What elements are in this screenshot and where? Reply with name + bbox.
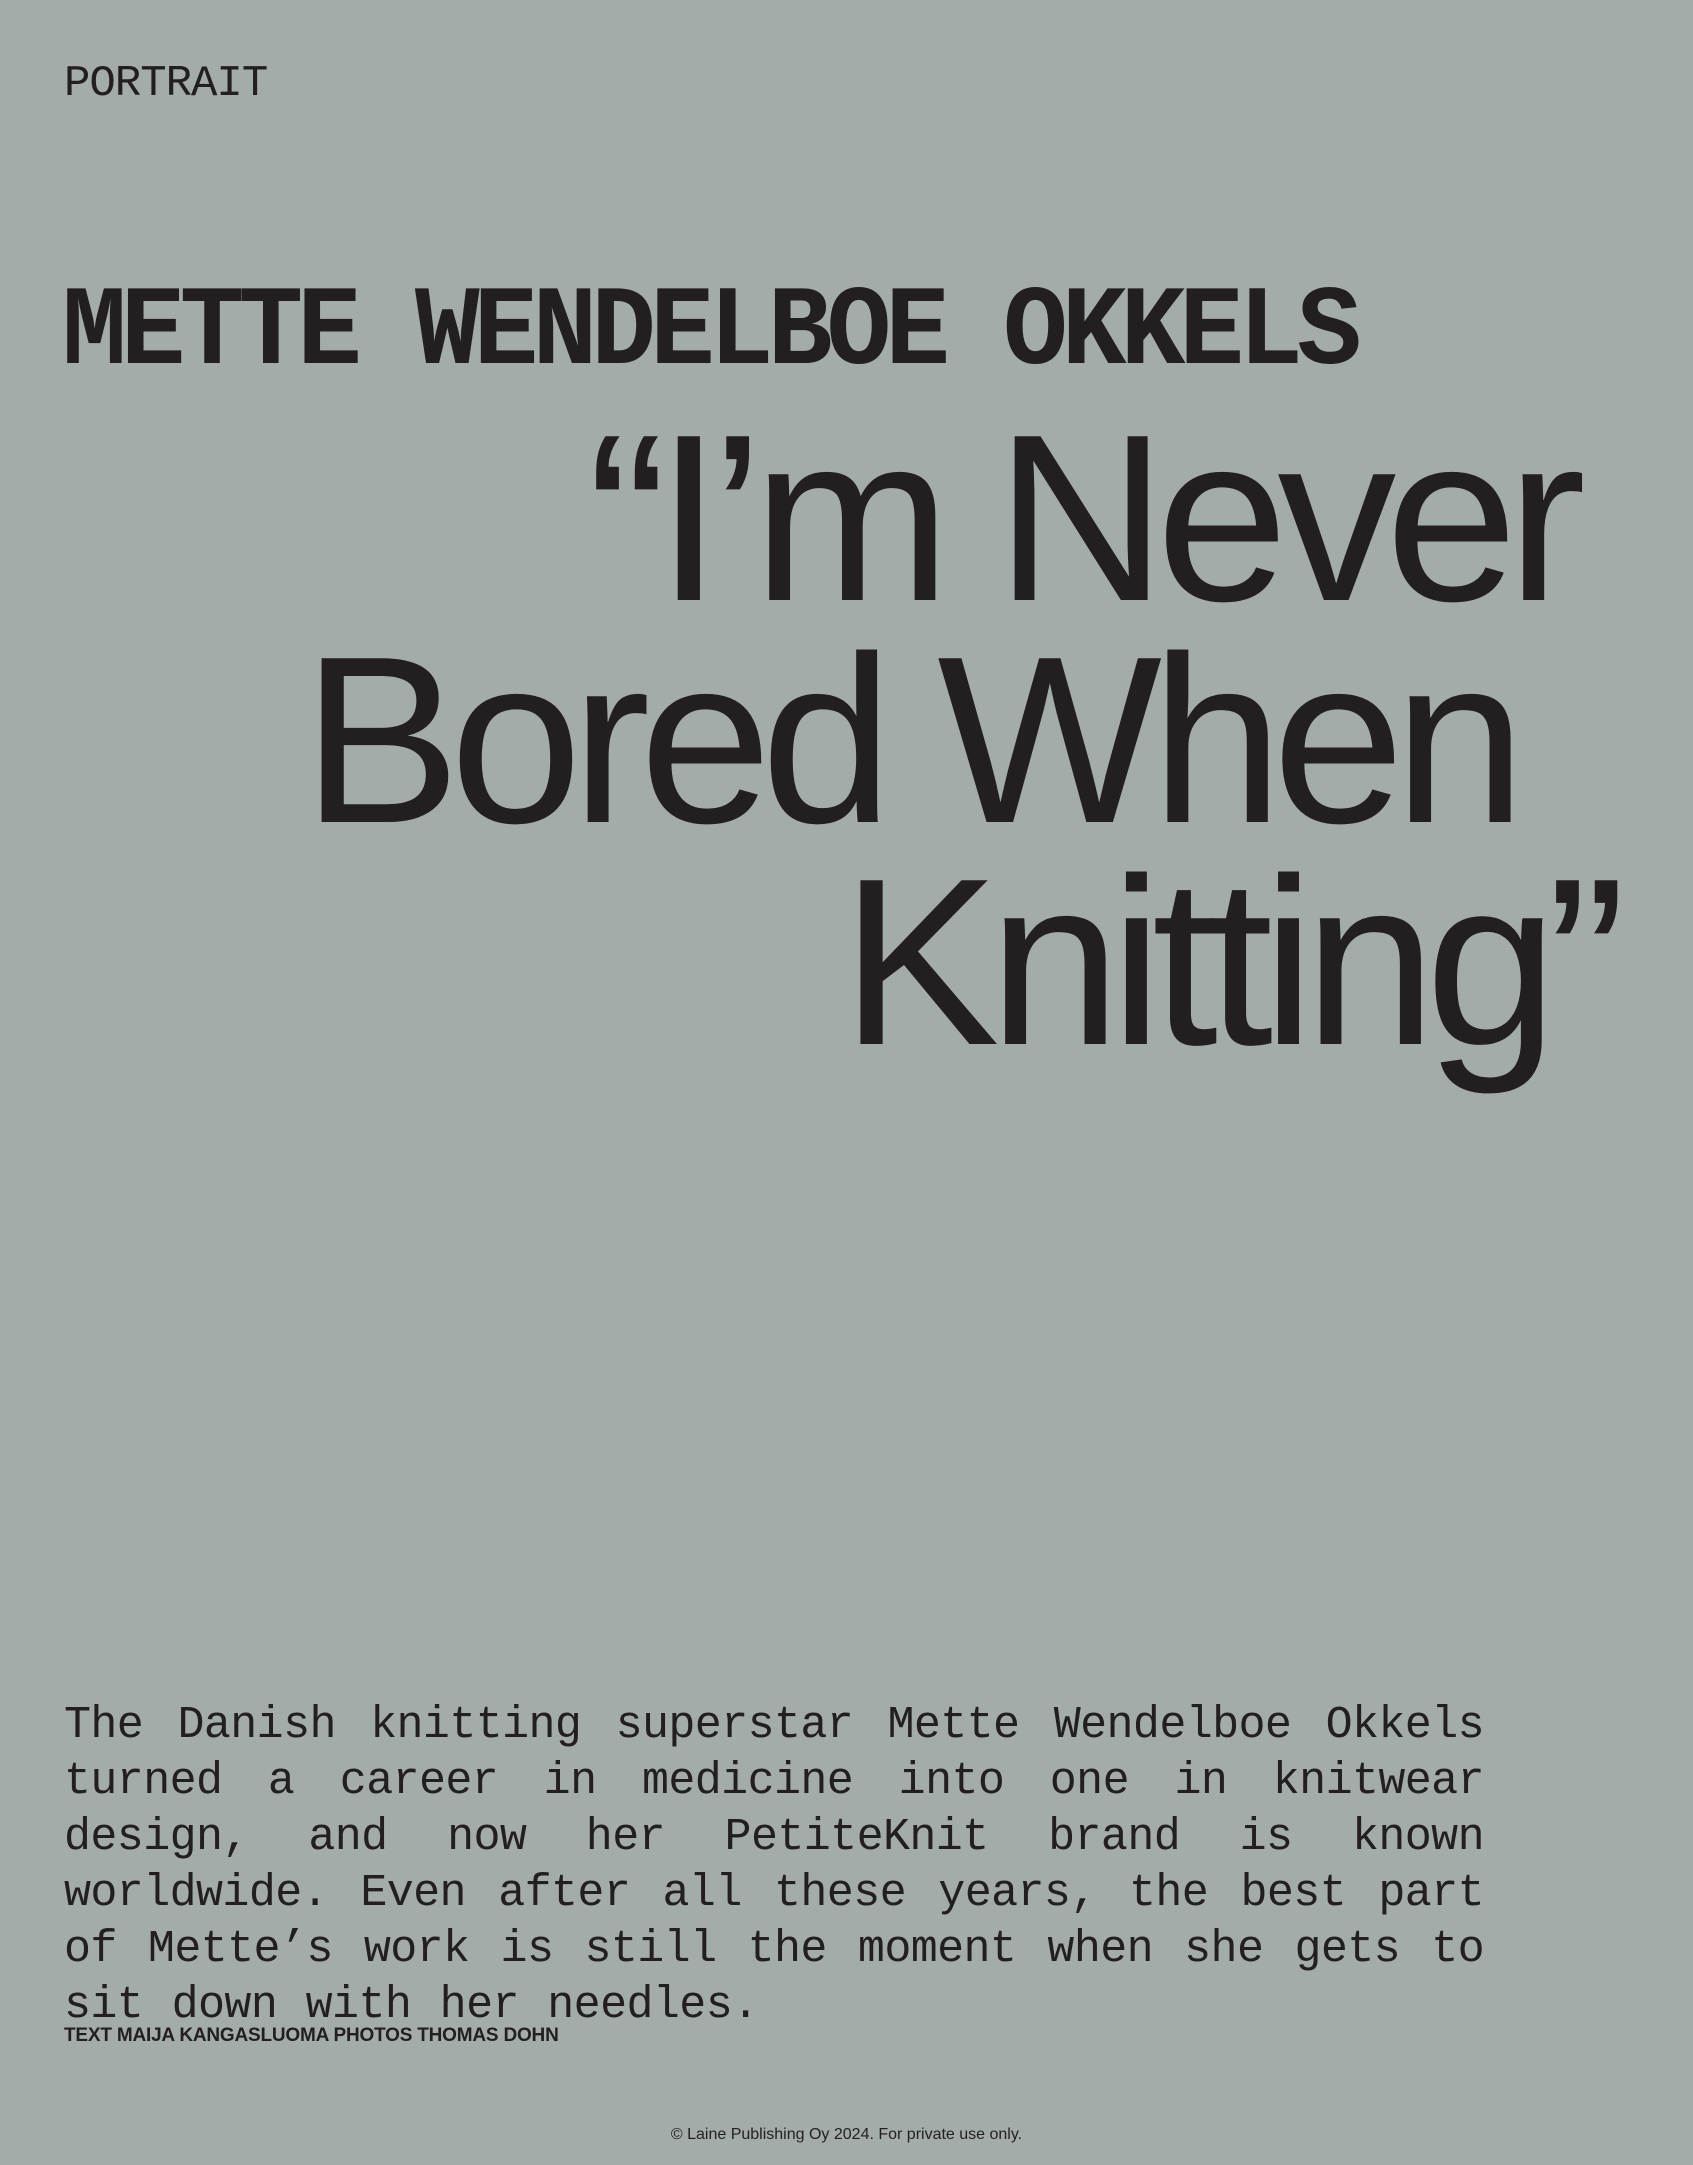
section-label: PORTRAIT xyxy=(64,59,268,109)
copyright-notice: © Laine Publishing Oy 2024. For private use only. xyxy=(670,2126,1023,2143)
credits: TEXT MAIJA KANGASLUOMA PHOTOS THOMAS DOHN xyxy=(64,2025,559,2046)
headline-line-3: Knitting” xyxy=(840,830,1615,1095)
headline-line-2: Bored When xyxy=(302,608,1515,873)
intro-paragraph: The Danish knitting superstar Mette Wendelboe Okkels turned a career in medicine into one in knitwear design, and now her PetiteKnit brand is known worldwide. Even after all these years, the best part of Mette’s work is still the moment when she gets to sit down with her needles. xyxy=(64,1700,1484,2031)
headline-line-1: “I’m Never xyxy=(587,386,1575,651)
subject-name: METTE WENDELBOE OKKELS xyxy=(62,269,1356,398)
headline xyxy=(302,386,1615,1095)
